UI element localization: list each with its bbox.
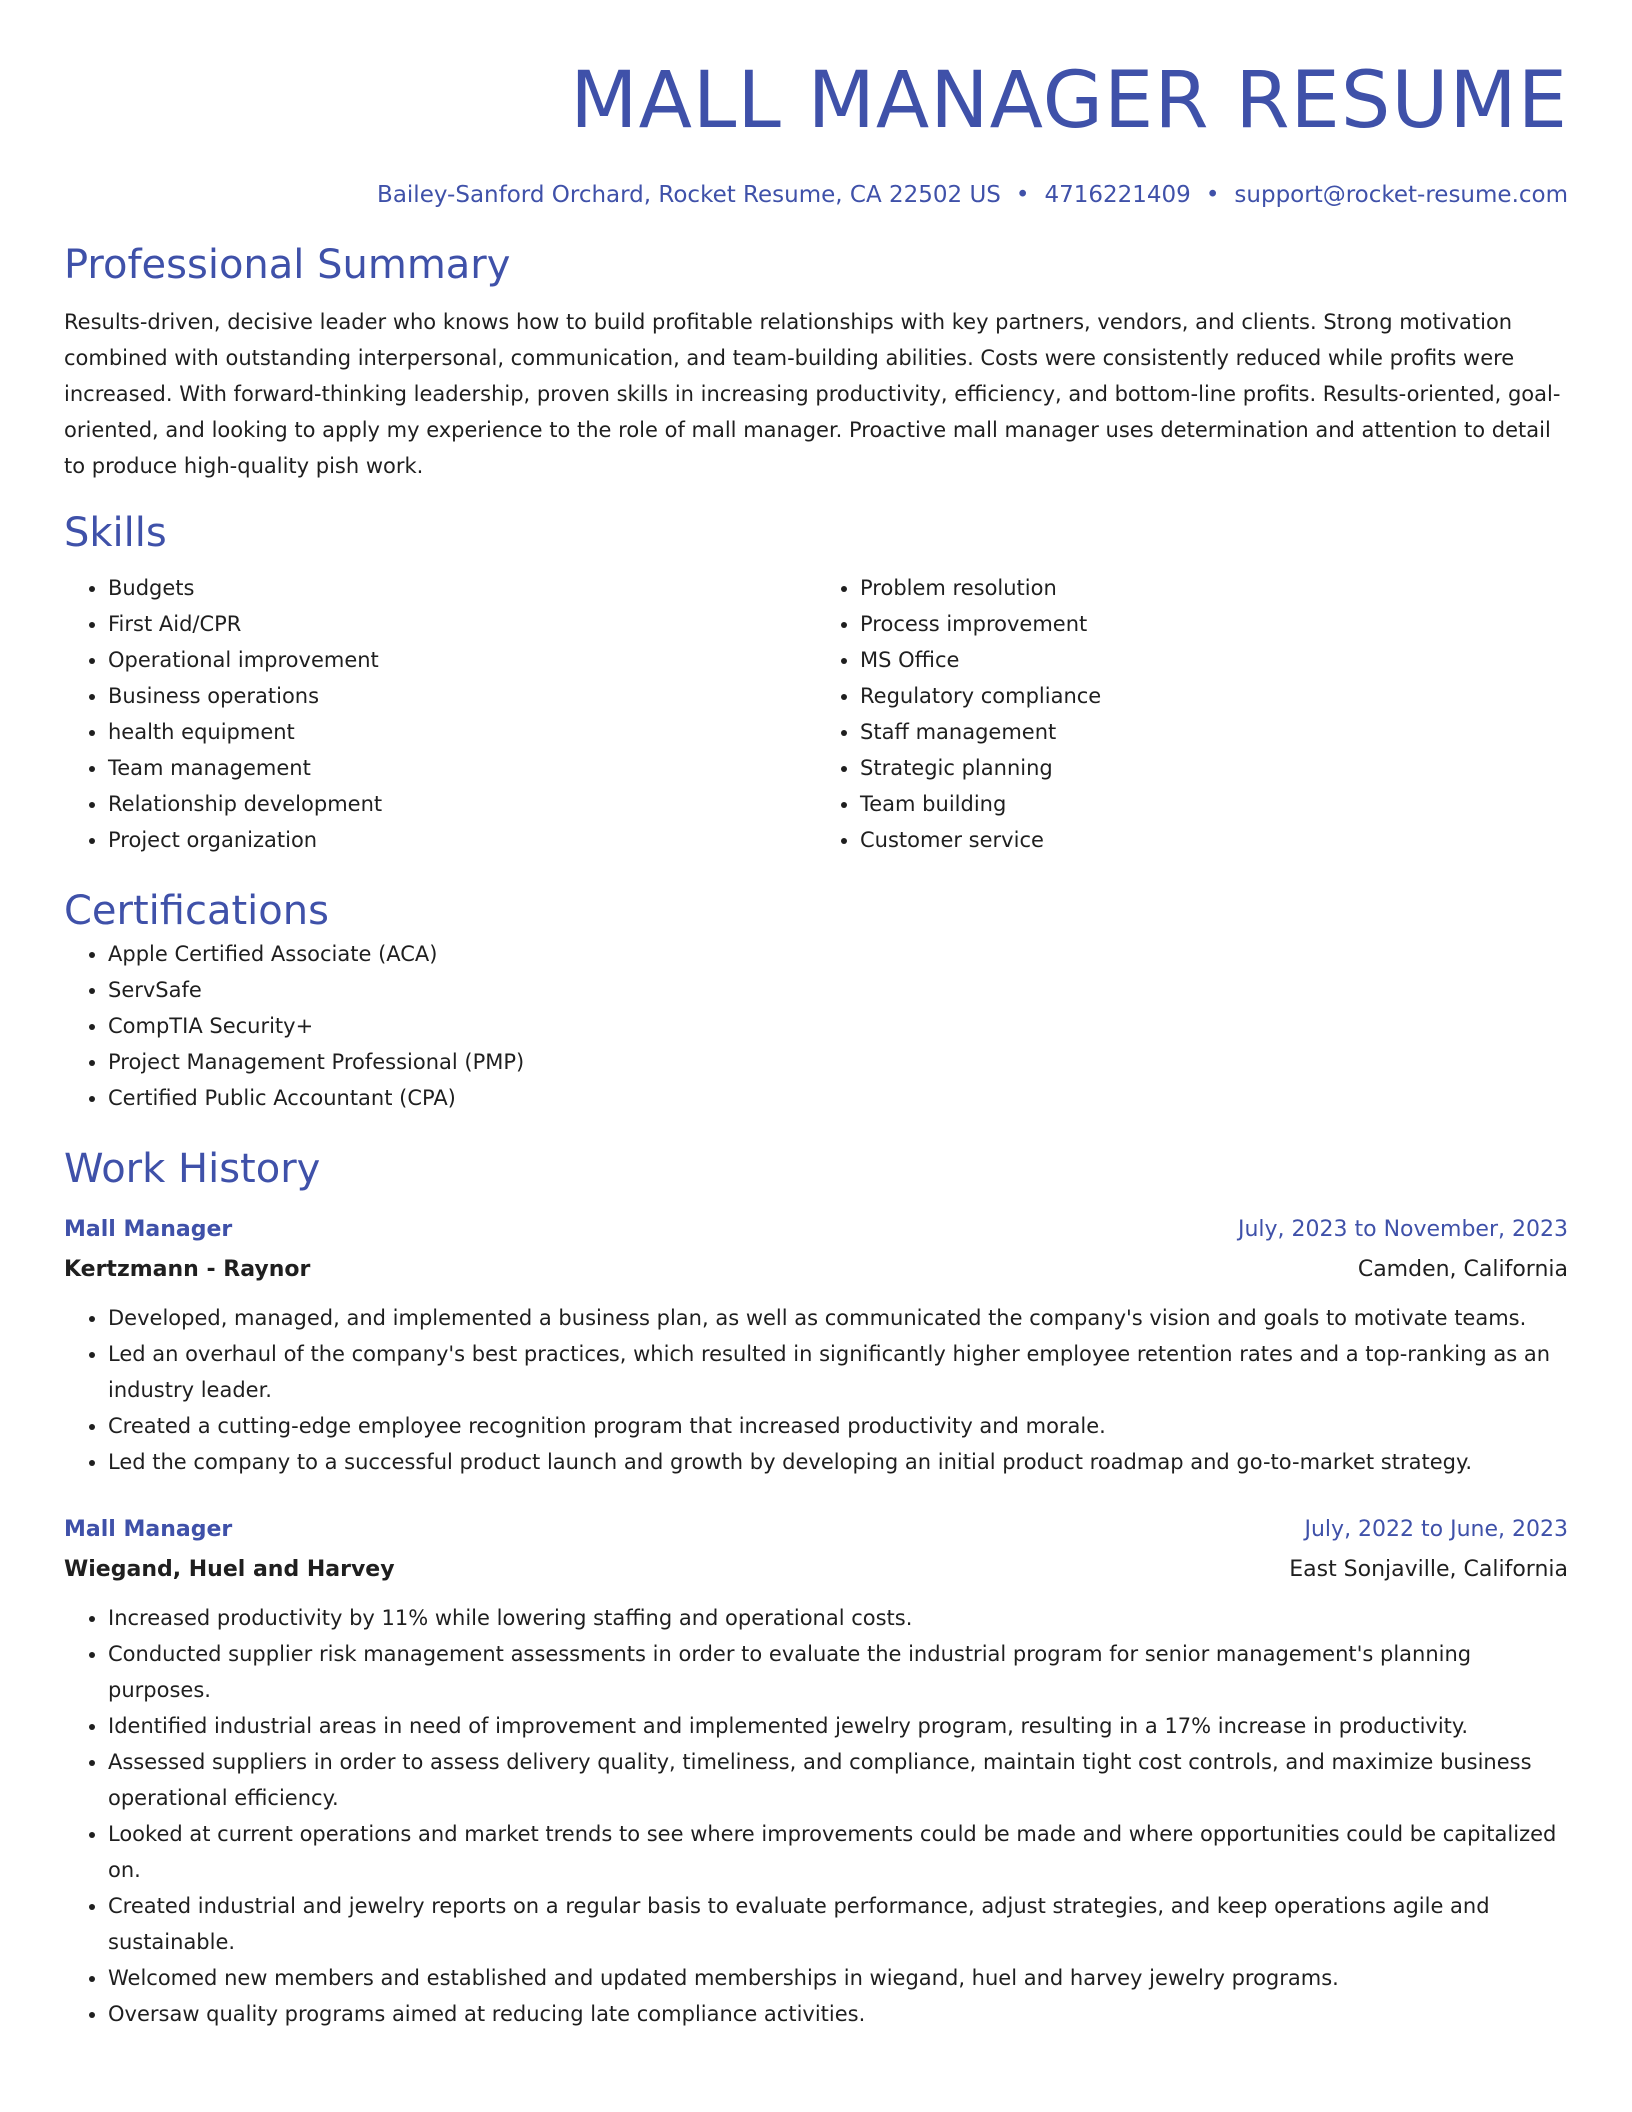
job-bullet: • Identified industrial areas in need of improvement and implemented jewelry program, resulting in a 17% increase in productivity. [108,1708,1568,1744]
job-bullet: • Conducted supplier risk management assessments in order to evaluate the industrial program for senior management's planning purposes. [108,1636,1568,1708]
resume-title: MALL MANAGER RESUME [570,56,1568,146]
skill-item: • Team management [108,750,816,786]
skill-item: • Process improvement [860,606,1568,642]
job-title-row [64,1510,1568,1550]
job-entry [64,1510,1568,2032]
certification-item: • Project Management Professional (PMP) [108,1044,1568,1080]
job-title-row [64,1210,1568,1250]
job-bullet: • Created industrial and jewelry reports on a regular basis to evaluate performance, adjust strategies, and keep operations agile and sustainable. [108,1888,1568,1960]
certification-item: • Apple Certified Associate (ACA) [108,936,1568,972]
resume-page [64,0,1568,2032]
certifications-list [64,936,1568,1116]
job-company: Wiegand, Huel and Harvey [64,1557,395,1582]
job-bullet: • Looked at current operations and market trends to see where improvements could be made and where opportunities could be capitalized on. [108,1816,1568,1888]
job-bullet: • Assessed suppliers in order to assess delivery quality, timeliness, and compliance, maintain tight cost controls, and maximize business operational efficiency. [108,1744,1568,1816]
job-bullets [64,1300,1568,1480]
job-bullet: • Welcomed new members and established and updated memberships in wiegand, huel and harvey jewelry programs. [108,1960,1568,1996]
job-bullet: • Led an overhaul of the company's best practices, which resulted in significantly higher employee retention rates and a top-ranking as an industry leader. [108,1336,1568,1408]
summary-heading: Professional Summary [64,242,511,288]
certification-item: • Certified Public Accountant (CPA) [108,1080,1568,1116]
job-bullet: • Led the company to a successful product launch and growth by developing an initial product roadmap and go-to-market strategy. [108,1444,1568,1480]
skills-list-left [64,570,816,858]
job-bullets [64,1600,1568,2032]
job-location: East Sonjaville, California [1289,1557,1568,1582]
job-bullet: • Oversaw quality programs aimed at reducing late compliance activities. [108,1996,1568,2032]
skills-heading: Skills [64,510,167,556]
skills-list-right [816,570,1568,858]
job-title: Mall Manager [64,1517,233,1542]
job-bullet: • Developed, managed, and implemented a business plan, as well as communicated the company's vision and goals to motivate teams. [108,1300,1568,1336]
certification-item: • ServSafe [108,972,1568,1008]
contact-phone: 4716221409 [1044,182,1191,208]
skill-item: • First Aid/CPR [108,606,816,642]
work-history-heading: Work History [64,1146,321,1192]
job-company-row [64,1550,1568,1590]
contact-address: Bailey-Sanford Orchard, Rocket Resume, CA 22502 US [377,182,1001,208]
skill-item: • Customer service [860,822,1568,858]
skill-item: • Relationship development [108,786,816,822]
job-dates: July, 2023 to November, 2023 [1237,1217,1568,1242]
contact-separator: • [1015,182,1030,208]
certification-item: • CompTIA Security+ [108,1008,1568,1044]
certifications-heading: Certifications [64,888,329,934]
skill-item: • Operational improvement [108,642,816,678]
job-company: Kertzmann - Raynor [64,1257,311,1282]
job-bullet: • Increased productivity by 11% while lowering staffing and operational costs. [108,1600,1568,1636]
summary-text: Results-driven, decisive leader who knows how to build profitable relationships with key partners, vendors, and clients. Strong motivation combined with outstanding interpersonal, communication, and team-building abilities. Costs were consistently reduced while profits were increased. With forward-thinking leadership, proven skills in increasing productivity, efficiency, and bottom-line profits. Results-oriented, goal-oriented, and looking to apply my experience to the role of mall manager. Proactive mall manager uses determination and attention to detail to produce high-quality pish work. [64,310,1561,478]
job-company-row [64,1250,1568,1290]
skill-item: • MS Office [860,642,1568,678]
skill-item: • Business operations [108,678,816,714]
skills-columns [64,570,1568,858]
skill-item: • Problem resolution [860,570,1568,606]
contact-separator: • [1205,182,1220,208]
job-location: Camden, California [1357,1257,1568,1282]
contact-email: support@rocket-resume.com [1234,182,1568,208]
skill-item: • Strategic planning [860,750,1568,786]
skill-item: • health equipment [108,714,816,750]
job-title: Mall Manager [64,1217,233,1242]
skill-item: • Budgets [108,570,816,606]
job-entry [64,1210,1568,1480]
skill-item: • Project organization [108,822,816,858]
skill-item: • Regulatory compliance [860,678,1568,714]
job-bullet: • Created a cutting-edge employee recognition program that increased productivity and morale. [108,1408,1568,1444]
contact-line [64,180,1568,210]
job-dates: July, 2022 to June, 2023 [1304,1517,1568,1542]
skill-item: • Staff management [860,714,1568,750]
skill-item: • Team building [860,786,1568,822]
